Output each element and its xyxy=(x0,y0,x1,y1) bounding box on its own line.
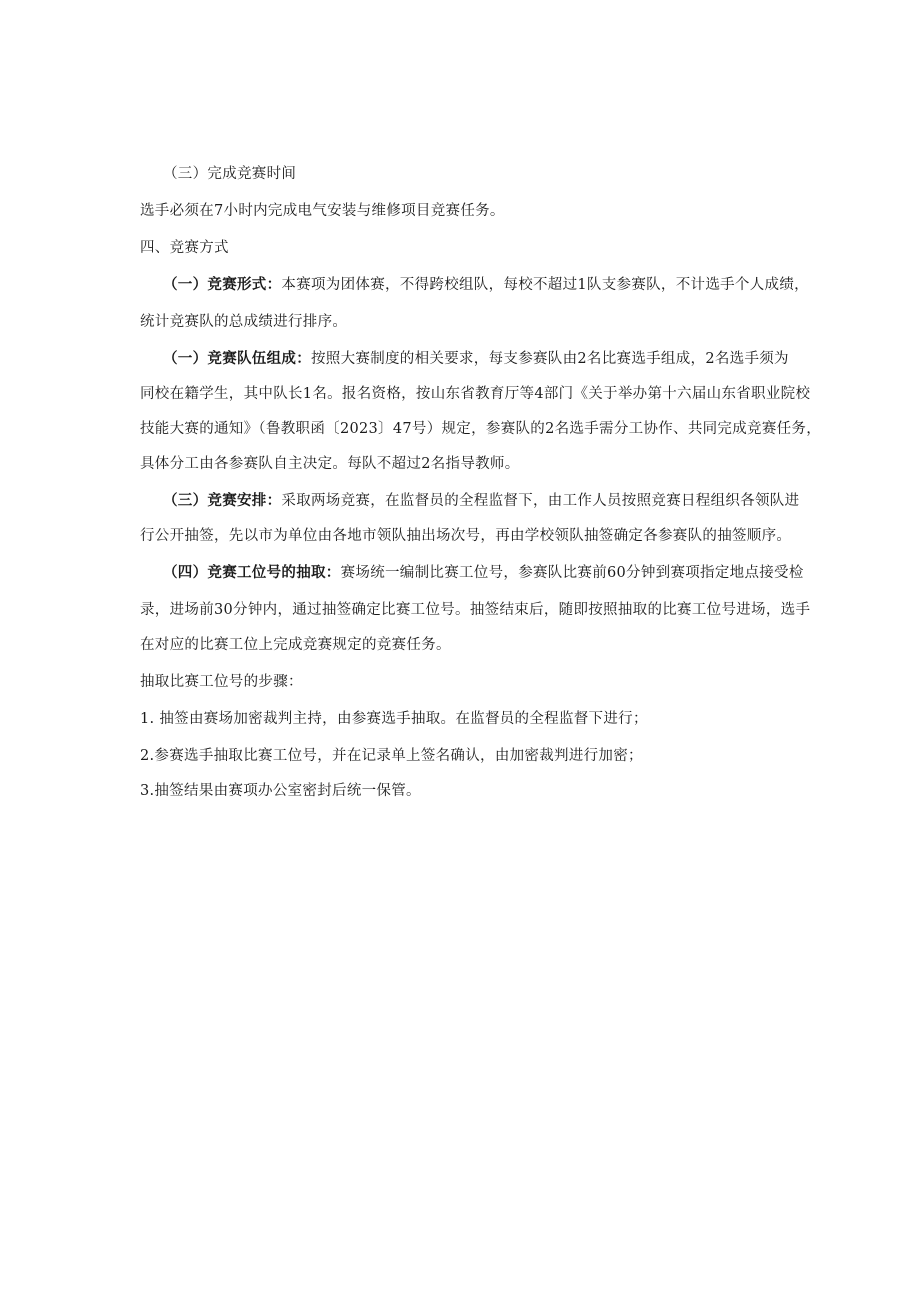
paragraph-label: （一）竞赛队伍组成： xyxy=(163,350,311,367)
step-item: 3.抽签结果由赛项办公室密封后统一保管。 xyxy=(140,783,421,799)
paragraph-line: 行公开抽签，先以市为单位由各地市领队抽出场次号，再由学校领队抽签确定各参赛队的抽签顺序。 xyxy=(140,528,792,544)
paragraph-line: 录，进场前30分钟内，通过抽签确定比赛工位号。抽签结束后，随即按照抽取的比赛工位号进场，选手 xyxy=(140,602,811,618)
paragraph-line: 具体分工由各参赛队自主决定。每队不超过2名指导教师。 xyxy=(140,456,520,472)
paragraph-line: 同校在籍学生，其中队长1名。报名资格，按山东省教育厅等4部门《关于举办第十六届山东省职业院校 xyxy=(140,386,811,402)
paragraph-line: 统计竞赛队的总成绩进行排序。 xyxy=(140,314,348,330)
paragraph-competition-form xyxy=(163,275,809,295)
section-3-heading: （三）完成竞赛时间 xyxy=(163,166,297,182)
paragraph-text: 采取两场竞赛，在监督员的全程监督下，由工作人员按照竞赛日程组织各领队进 xyxy=(281,493,800,509)
section-3-body: 选手必须在7小时内完成电气安装与维修项目竞赛任务。 xyxy=(140,203,505,219)
paragraph-line: 在对应的比赛工位上完成竞赛规定的竞赛任务。 xyxy=(140,637,451,653)
paragraph-team-composition xyxy=(163,349,789,369)
step-item: 2.参赛选手抽取比赛工位号，并在记录单上签名确认，由加密裁判进行加密； xyxy=(140,748,643,764)
section-4-heading: 四、竞赛方式 xyxy=(140,240,229,256)
paragraph-competition-arrangement xyxy=(163,491,799,511)
paragraph-text: 赛场统一编制比赛工位号，参赛队比赛前60分钟到赛项指定地点接受检 xyxy=(340,565,804,581)
paragraph-text: 本赛项为团体赛，不得跨校组队，每校不超过1队支参赛队，不计选手个人成绩， xyxy=(281,277,809,293)
paragraph-label: （三）竞赛安排： xyxy=(163,492,282,509)
steps-heading: 抽取比赛工位号的步骤： xyxy=(140,674,303,690)
paragraph-text: 按照大赛制度的相关要求，每支参赛队由2名比赛选手组成，2名选手须为 xyxy=(311,351,789,367)
paragraph-label: （四）竞赛工位号的抽取： xyxy=(163,564,341,581)
paragraph-line: 技能大赛的通知》（鲁教职函〔2023〕47号）规定，参赛队的2名选手需分工协作、共同完成竞赛任务， xyxy=(140,421,822,437)
step-item: 1. 抽签由赛场加密裁判主持，由参赛选手抽取。在监督员的全程监督下进行； xyxy=(140,711,648,727)
paragraph-station-draw xyxy=(163,563,804,583)
paragraph-label: （一）竞赛形式： xyxy=(163,276,282,293)
